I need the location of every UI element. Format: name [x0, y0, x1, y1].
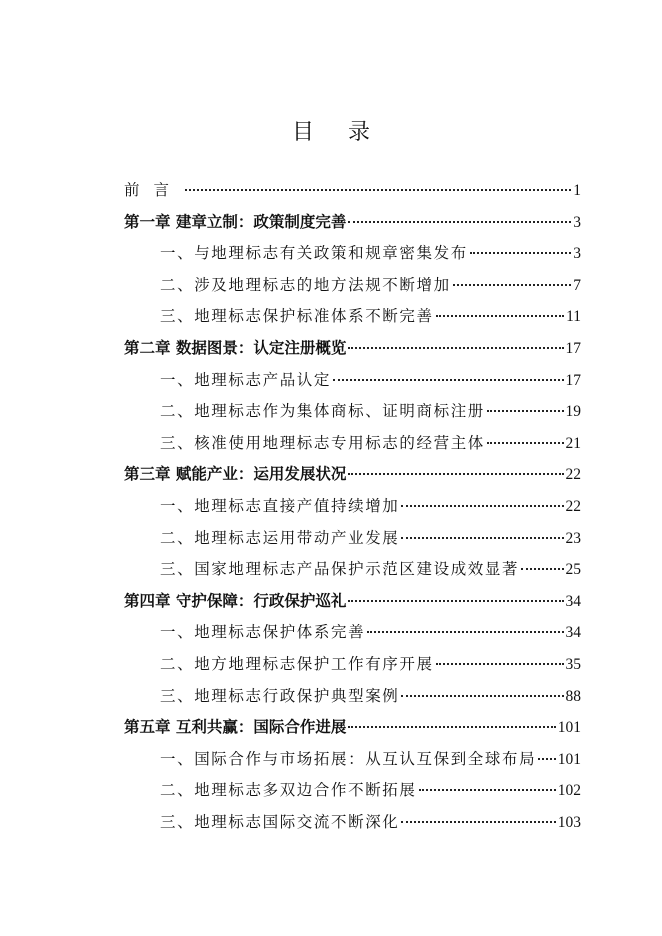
- toc-entry-preface[interactable]: [124, 175, 581, 207]
- toc-entry-section[interactable]: [124, 365, 581, 397]
- dot-leader: [348, 726, 555, 728]
- toc-page-number: 11: [566, 308, 581, 326]
- toc-entry-section[interactable]: [124, 807, 581, 839]
- toc-page-number: 103: [557, 813, 581, 831]
- toc-entry-title: 第三章 赋能产业：运用发展状况: [124, 465, 347, 484]
- page-title: 目录: [291, 120, 404, 145]
- toc-entry-title: 二、地理标志多双边合作不断拓展: [160, 781, 417, 800]
- dot-leader: [487, 410, 564, 412]
- toc-entry-chapter[interactable]: [124, 459, 581, 491]
- dot-leader: [401, 505, 563, 507]
- toc-page-number: 25: [565, 561, 581, 579]
- toc-entry-title: 一、地理标志直接产值持续增加: [160, 496, 400, 515]
- dot-leader: [333, 379, 563, 381]
- toc-entry-title: 二、地理标志运用带动产业发展: [160, 528, 400, 547]
- toc-page-number: 34: [565, 624, 581, 642]
- toc-entry-title: 一、地理标志保护体系完善: [160, 623, 366, 642]
- toc-entry-title: 二、涉及地理标志的地方法规不断增加: [160, 275, 451, 294]
- dot-leader: [348, 473, 563, 475]
- dot-leader: [419, 789, 556, 791]
- toc-entry-title: 一、国际合作与市场拓展：从互认互保到全球布局: [160, 749, 537, 768]
- dot-leader: [436, 663, 564, 665]
- toc-entry-section[interactable]: [124, 744, 581, 776]
- toc-page-number: 101: [557, 719, 581, 737]
- toc-entry-section[interactable]: [124, 396, 581, 428]
- dot-leader: [185, 189, 571, 191]
- toc-entry-section[interactable]: [124, 775, 581, 807]
- toc-entry-section[interactable]: [124, 523, 581, 555]
- dot-leader: [470, 252, 571, 254]
- toc-entry-chapter[interactable]: [124, 712, 581, 744]
- dot-leader: [453, 284, 572, 286]
- toc-page-number: 17: [565, 339, 581, 357]
- toc-entry-title: 三、国家地理标志产品保护示范区建设成效显著: [160, 560, 520, 579]
- dot-leader: [521, 568, 563, 570]
- dot-leader: [487, 442, 564, 444]
- toc-entry-title: 二、地方地理标志保护工作有序开展: [160, 654, 434, 673]
- toc-entry-title: 一、地理标志产品认定: [160, 370, 332, 389]
- toc-entry-chapter[interactable]: [124, 333, 581, 365]
- toc-entry-title: 三、地理标志保护标准体系不断完善: [160, 307, 434, 326]
- toc-page-number: 7: [573, 276, 581, 294]
- toc-entry-title: 第一章 建章立制：政策制度完善: [124, 212, 347, 231]
- toc-page-number: 3: [573, 245, 581, 263]
- dot-leader: [348, 221, 571, 223]
- toc-entry-section[interactable]: [124, 238, 581, 270]
- toc-entry-section[interactable]: [124, 428, 581, 460]
- toc-entry-section[interactable]: [124, 270, 581, 302]
- toc-page-number: 102: [557, 782, 581, 800]
- toc-entry-title: 三、地理标志国际交流不断深化: [160, 812, 400, 831]
- toc-page-number: 34: [565, 592, 581, 610]
- toc-entry-title: 第四章 守护保障：行政保护巡礼: [124, 591, 347, 610]
- toc-entry-chapter[interactable]: [124, 207, 581, 239]
- toc-entry-title: 第五章 互利共赢：国际合作进展: [124, 718, 347, 737]
- toc-entry-section[interactable]: [124, 301, 581, 333]
- toc-entry-title: 前言: [124, 181, 184, 199]
- dot-leader: [436, 315, 564, 317]
- toc-page-number: 19: [565, 403, 581, 421]
- toc-entry-title: 三、核准使用地理标志专用标志的经营主体: [160, 433, 485, 452]
- toc-entry-section[interactable]: [124, 649, 581, 681]
- toc-entry-title: 一、与地理标志有关政策和规章密集发布: [160, 244, 468, 263]
- toc-page-number: 3: [573, 213, 581, 231]
- toc-page-number: 88: [565, 687, 581, 705]
- toc-page-number: 23: [565, 529, 581, 547]
- table-of-contents: [124, 175, 581, 838]
- dot-leader: [401, 537, 563, 539]
- toc-entry-chapter[interactable]: [124, 586, 581, 618]
- toc-page-number: 21: [565, 434, 581, 452]
- toc-entry-title: 第二章 数据图景：认定注册概览: [124, 338, 347, 357]
- toc-page-number: 101: [557, 750, 581, 768]
- toc-entry-title: 二、地理标志作为集体商标、证明商标注册: [160, 402, 485, 421]
- toc-entry-section[interactable]: [124, 617, 581, 649]
- toc-entry-section[interactable]: [124, 681, 581, 713]
- dot-leader: [348, 347, 563, 349]
- dot-leader: [348, 600, 563, 602]
- toc-entry-section[interactable]: [124, 491, 581, 523]
- toc-page-number: 22: [565, 466, 581, 484]
- toc-entry-title: 三、地理标志行政保护典型案例: [160, 686, 400, 705]
- dot-leader: [401, 821, 555, 823]
- toc-page-number: 17: [565, 371, 581, 389]
- dot-leader: [401, 695, 563, 697]
- dot-leader: [538, 758, 556, 760]
- toc-page-number: 1: [573, 182, 581, 199]
- toc-page-number: 35: [565, 655, 581, 673]
- dot-leader: [367, 631, 563, 633]
- toc-entry-section[interactable]: [124, 554, 581, 586]
- toc-page-number: 22: [565, 497, 581, 515]
